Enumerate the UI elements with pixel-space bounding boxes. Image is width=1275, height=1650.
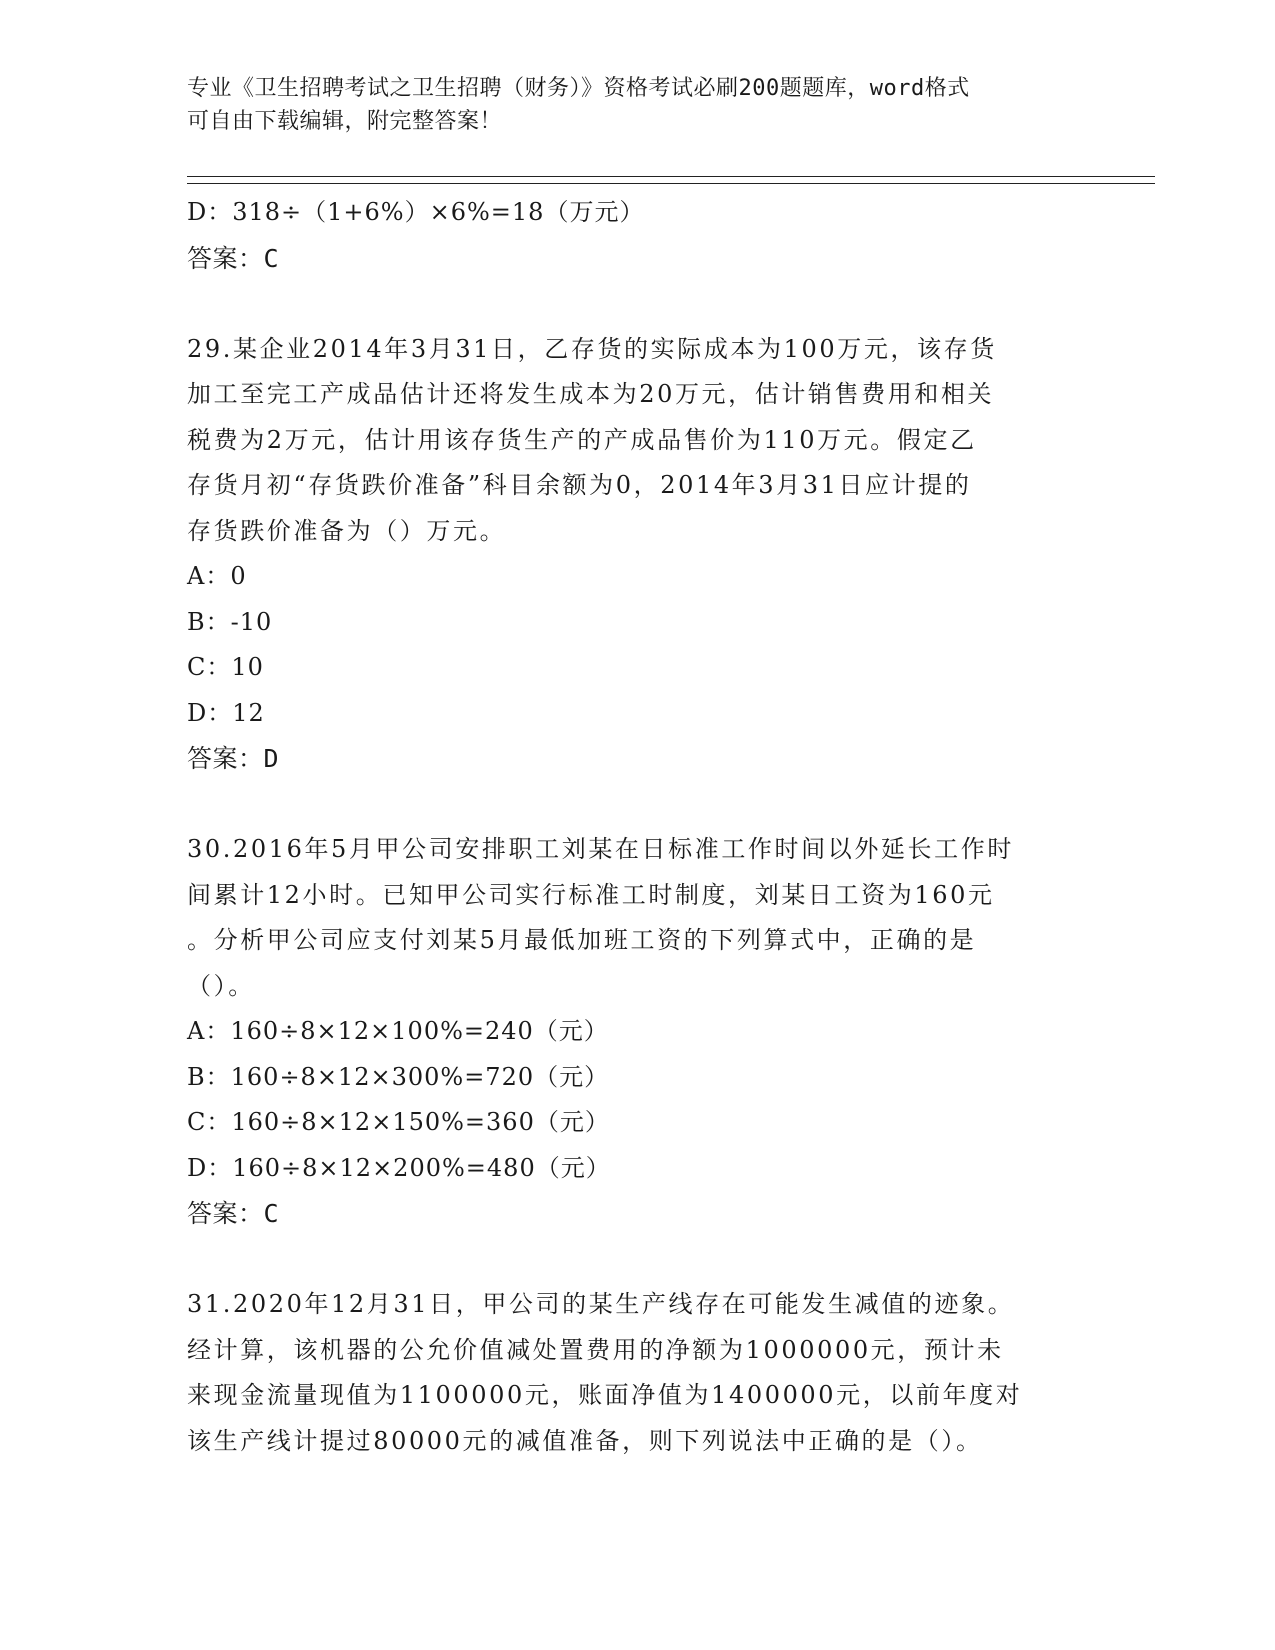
question-30-option-c: C：160÷8×12×150%=360（元） — [187, 1108, 610, 1136]
question-30-option-b: B：160÷8×12×300%=720（元） — [187, 1062, 610, 1091]
question-29 — [187, 327, 1067, 555]
header-divider — [187, 176, 1155, 184]
question-29-line-5: 存货跌价准备为（）万元。 — [187, 516, 507, 545]
question-30-option-d: D：160÷8×12×200%=480（元） — [187, 1153, 611, 1182]
document-body — [187, 190, 1067, 1464]
question-31-line-4: 该生产线计提过80000元的减值准备，则下列说法中正确的是（）。 — [187, 1426, 983, 1455]
question-31-line-2: 经计算，该机器的公允价值减处置费用的净额为1000000元，预计未 — [187, 1335, 1004, 1364]
spacer — [187, 281, 1067, 327]
question-31 — [187, 1282, 1067, 1464]
question-29-line-1: 29.某企业2014年3月31日，乙存货的实际成本为100万元，该存货 — [187, 334, 997, 363]
question-29-line-2: 加工至完工产成品估计还将发生成本为20万元，估计销售费用和相关 — [187, 380, 995, 408]
question-30-line-2: 间累计12小时。已知甲公司实行标准工时制度，刘某日工资为160元 — [187, 880, 995, 909]
question-29-option-c: C：10 — [187, 653, 264, 681]
question-30-line-4: （）。 — [187, 971, 255, 1000]
question-30-option-a: A：160÷8×12×100%=240（元） — [187, 1017, 609, 1045]
question-29-line-3: 税费为2万元，估计用该存货生产的产成品售价为110万元。假定乙 — [187, 425, 977, 454]
question-29-option-b: B：-10 — [187, 607, 273, 636]
prev-option-d: D：318÷（1+6%）×6%=18（万元） — [187, 198, 645, 226]
question-31-line-1: 31.2020年12月31日，甲公司的某生产线存在可能发生减值的迹象。 — [187, 1290, 1015, 1318]
header-line-2: 可自由下载编辑，附完整答案！ — [187, 109, 503, 134]
header-line-1: 专业《卫生招聘考试之卫生招聘（财务）》资格考试必刷200题题库，word格式 — [187, 76, 970, 101]
prev-answer: 答案：C — [187, 243, 280, 273]
question-30-line-1: 30.2016年5月甲公司安排职工刘某在日标准工作时间以外延长工作时 — [187, 835, 1014, 863]
spacer — [187, 782, 1067, 828]
document-header — [187, 72, 1067, 138]
question-30-answer: 答案：C — [187, 1199, 280, 1228]
spacer — [187, 1237, 1067, 1283]
question-30-line-3: 。分析甲公司应支付刘某5月最低加班工资的下列算式中，正确的是 — [187, 926, 977, 954]
question-30 — [187, 827, 1067, 1009]
question-29-option-d: D：12 — [187, 698, 265, 727]
question-29-line-4: 存货月初“存货跌价准备”科目余额为0，2014年3月31日应计提的 — [187, 471, 972, 499]
question-29-option-a: A：0 — [187, 562, 247, 590]
question-29-answer: 答案：D — [187, 744, 280, 773]
question-31-line-3: 来现金流量现值为1100000元，账面净值为1400000元，以前年度对 — [187, 1381, 1023, 1409]
